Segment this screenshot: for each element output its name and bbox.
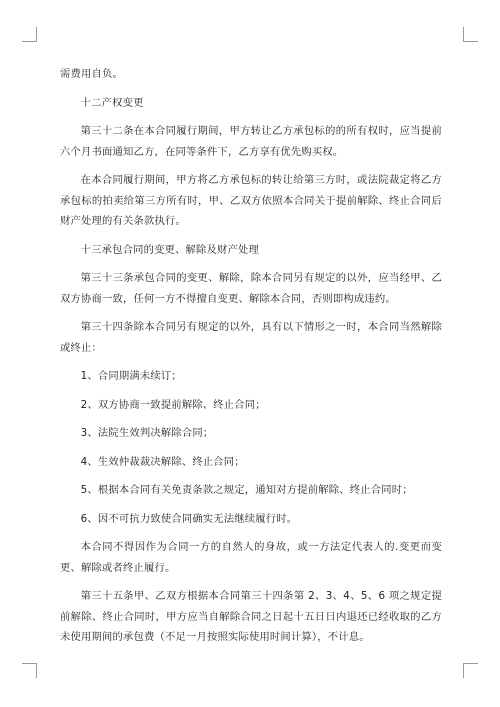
list-item: 3、法院生效判决解除合同； xyxy=(80,427,214,439)
list-item: 1、合同期满未续订； xyxy=(80,370,182,382)
list-item: 6、因不可抗力致使合同确实无法继续履行时。 xyxy=(80,512,298,525)
paragraph: 在本合同履行期间，甲方将乙方承包标的转让给第三方时，或法院裁定将乙方承包标的拍卖给第三方所有时，甲、乙双方依照本合同关于提前解除、终止合同后财产处理的有关条款执行。 xyxy=(60,174,442,227)
crop-mark-top-left xyxy=(22,27,37,42)
paragraph: 第三十三条承包合同的变更、解除，除本合同另有规定的以外，应当经甲、乙双方协商一致，任何一方不得擅自变更、解除本合同，否则即构成违约。 xyxy=(60,272,442,305)
section-heading: 十二产权变更 xyxy=(80,96,144,109)
paragraph: 本合同不得因作为合同一方的自然人的身故，或一方法定代表人的.变更而变更、解除或者终止履行。 xyxy=(60,541,442,574)
paragraph: 第三十四条除本合同另有规定的以外，具有以下情形之一时，本合同当然解除或终止： xyxy=(60,321,442,354)
paragraph: 需费用自负。 xyxy=(60,68,123,80)
crop-mark-bottom-right xyxy=(463,663,478,678)
crop-mark-top-right xyxy=(463,27,478,42)
list-item: 5、根据本合同有关免责条款之规定，通知对方提前解除、终止合同时； xyxy=(80,484,413,496)
section-heading: 十三承包合同的变更、解除及财产处理 xyxy=(80,243,260,256)
list-item: 2、双方协商一致提前解除、终止合同； xyxy=(80,398,266,411)
paragraph: 第三十五条甲、乙双方根据本合同第三十四条第 2、3、4、5、6 项之规定提前解除、终止合同时，甲方应当自解除合同之日起十五日日内退还已经收取的乙方未使用期间的承包费（不足一月按照实际使用时间计算），不计息。 xyxy=(60,590,442,643)
list-item: 4、生效仲裁裁决解除、终止合同； xyxy=(80,455,245,468)
crop-mark-bottom-left xyxy=(22,663,37,678)
document-body xyxy=(60,64,442,656)
paragraph: 第三十二条在本合同履行期间，甲方转让乙方承包标的的所有权时，应当提前六个月书面通知乙方，在同等条件下，乙方享有优先购买权。 xyxy=(60,125,442,158)
